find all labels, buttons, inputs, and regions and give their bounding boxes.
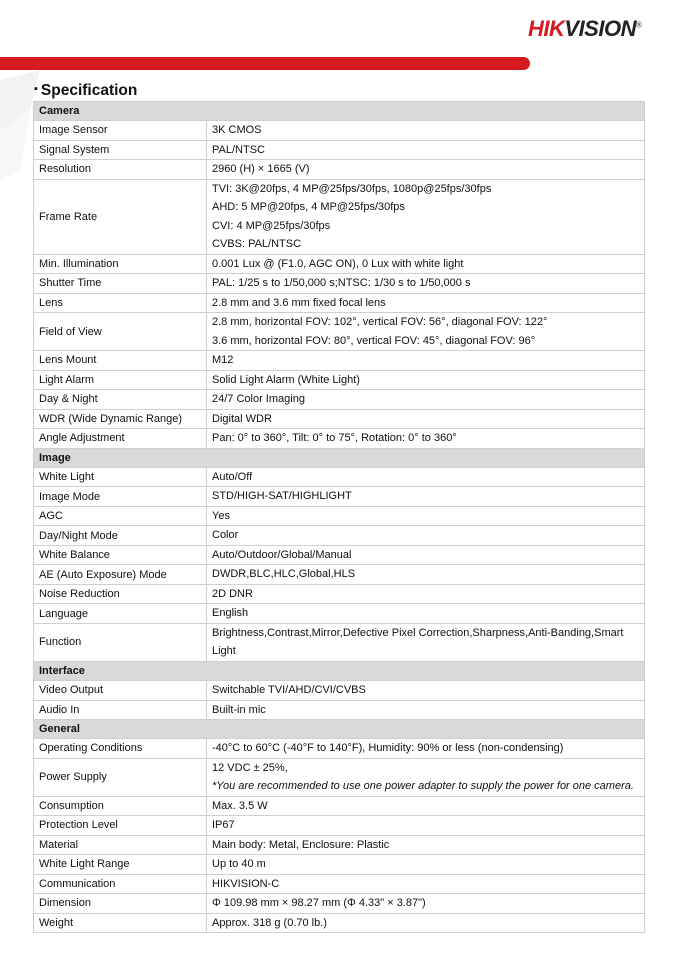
spec-row <box>34 894 645 914</box>
spec-value-line: 12 VDC ± 25%, <box>212 761 288 774</box>
section-title: Camera <box>34 102 645 121</box>
spec-value-line: 24/7 Color Imaging <box>212 393 305 406</box>
spec-label: White Light Range <box>34 855 207 875</box>
spec-label: Min. Illumination <box>34 254 207 274</box>
spec-label: Resolution <box>34 160 207 180</box>
spec-value <box>207 179 645 254</box>
spec-label: AGC <box>34 506 207 526</box>
spec-label: Frame Rate <box>34 179 207 254</box>
spec-row <box>34 274 645 294</box>
spec-label: White Light <box>34 467 207 487</box>
spec-value-line: Auto/Outdoor/Global/Manual <box>212 548 352 561</box>
spec-label: Function <box>34 623 207 661</box>
spec-value-line: CVBS: PAL/NTSC <box>212 238 302 251</box>
spec-value-line: 2.8 mm, horizontal FOV: 102°, vertical FOV: 56°, diagonal FOV: 122° <box>212 316 548 329</box>
spec-value-line: Auto/Off <box>212 470 253 483</box>
spec-value <box>207 835 645 855</box>
spec-value <box>207 816 645 836</box>
spec-label: Dimension <box>34 894 207 914</box>
spec-row <box>34 816 645 836</box>
spec-row <box>34 409 645 429</box>
spec-row <box>34 390 645 410</box>
spec-label: Field of View <box>34 313 207 351</box>
spec-label: Audio In <box>34 700 207 720</box>
spec-value-line: 0.001 Lux @ (F1.0, AGC ON), 0 Lux with white light <box>212 257 464 270</box>
spec-row <box>34 604 645 624</box>
spec-value-line: Switchable TVI/AHD/CVI/CVBS <box>212 684 366 697</box>
spec-value-line: HIKVISION-C <box>212 877 280 890</box>
section-header <box>34 448 645 467</box>
spec-value <box>207 739 645 759</box>
spec-value <box>207 604 645 624</box>
spec-label: Operating Conditions <box>34 739 207 759</box>
spec-value <box>207 700 645 720</box>
spec-value-line: M12 <box>212 354 234 367</box>
spec-value <box>207 274 645 294</box>
spec-value-line: IP67 <box>212 819 235 832</box>
spec-value-line: Up to 40 m <box>212 858 266 871</box>
spec-value-line: Built-in mic <box>212 703 266 716</box>
spec-row <box>34 545 645 565</box>
spec-value-line: 2960 (H) × 1665 (V) <box>212 163 310 176</box>
section-title: Image <box>34 448 645 467</box>
spec-label: Video Output <box>34 681 207 701</box>
spec-row <box>34 487 645 507</box>
section-title: Interface <box>34 661 645 680</box>
spec-row <box>34 565 645 585</box>
spec-row <box>34 681 645 701</box>
spec-value-line: PAL: 1/25 s to 1/50,000 s;NTSC: 1/30 s to 1/50,000 s <box>212 277 471 290</box>
spec-label: Signal System <box>34 140 207 160</box>
spec-value-line: Approx. 318 g (0.70 lb.) <box>212 916 327 929</box>
spec-value-line: 3K CMOS <box>212 124 262 137</box>
spec-row <box>34 370 645 390</box>
spec-value <box>207 874 645 894</box>
spec-value <box>207 758 645 796</box>
spec-row <box>34 313 645 351</box>
spec-row <box>34 835 645 855</box>
spec-value-line: STD/HIGH-SAT/HIGHLIGHT <box>212 490 352 503</box>
spec-row <box>34 855 645 875</box>
spec-row <box>34 121 645 141</box>
header-red-bar <box>0 57 530 70</box>
spec-label: Material <box>34 835 207 855</box>
spec-value <box>207 467 645 487</box>
spec-row <box>34 179 645 254</box>
spec-value-line: Yes <box>212 509 230 522</box>
spec-label: Image Mode <box>34 487 207 507</box>
spec-value-line: 3.6 mm, horizontal FOV: 80°, vertical FOV: 45°, diagonal FOV: 96° <box>212 334 536 347</box>
page-title: ▪ Specification <box>34 82 138 99</box>
spec-row <box>34 254 645 274</box>
spec-value-line: *You are recommended to use one power adapter to supply the power for one camera. <box>212 780 634 793</box>
spec-value <box>207 121 645 141</box>
spec-label: Lens <box>34 293 207 313</box>
spec-value <box>207 140 645 160</box>
spec-label: Light Alarm <box>34 370 207 390</box>
spec-value <box>207 293 645 313</box>
spec-row <box>34 140 645 160</box>
spec-value <box>207 351 645 371</box>
spec-value <box>207 526 645 546</box>
spec-value-line: -40°C to 60°C (-40°F to 140°F), Humidity: 90% or less (non-condensing) <box>212 742 564 755</box>
spec-value <box>207 855 645 875</box>
spec-row <box>34 913 645 933</box>
spec-value <box>207 796 645 816</box>
spec-label: Angle Adjustment <box>34 429 207 449</box>
section-header <box>34 102 645 121</box>
spec-label: Language <box>34 604 207 624</box>
spec-label: Shutter Time <box>34 274 207 294</box>
spec-row <box>34 796 645 816</box>
spec-value-line: Solid Light Alarm (White Light) <box>212 373 360 386</box>
spec-row <box>34 293 645 313</box>
spec-value-line: Color <box>212 529 239 542</box>
spec-value-line: 2D DNR <box>212 587 253 600</box>
spec-value <box>207 623 645 661</box>
spec-value <box>207 681 645 701</box>
spec-row <box>34 700 645 720</box>
spec-value-line: Pan: 0° to 360°, Tilt: 0° to 75°, Rotation: 0° to 360° <box>212 432 457 445</box>
spec-row <box>34 874 645 894</box>
spec-value <box>207 254 645 274</box>
spec-value-line: Digital WDR <box>212 412 272 425</box>
spec-value <box>207 370 645 390</box>
spec-label: Power Supply <box>34 758 207 796</box>
spec-label: Day & Night <box>34 390 207 410</box>
spec-value <box>207 390 645 410</box>
spec-label: Protection Level <box>34 816 207 836</box>
spec-row <box>34 506 645 526</box>
spec-label: Lens Mount <box>34 351 207 371</box>
spec-row <box>34 758 645 796</box>
spec-value-line: English <box>212 607 249 620</box>
spec-value <box>207 313 645 351</box>
spec-value <box>207 913 645 933</box>
spec-row <box>34 739 645 759</box>
section-header <box>34 720 645 739</box>
spec-value <box>207 894 645 914</box>
spec-row <box>34 429 645 449</box>
section-title: General <box>34 720 645 739</box>
spec-row <box>34 467 645 487</box>
spec-value <box>207 160 645 180</box>
spec-row <box>34 160 645 180</box>
spec-value-line: PAL/NTSC <box>212 143 265 156</box>
spec-label: Image Sensor <box>34 121 207 141</box>
spec-label: WDR (Wide Dynamic Range) <box>34 409 207 429</box>
spec-row <box>34 351 645 371</box>
spec-label: Consumption <box>34 796 207 816</box>
spec-value <box>207 584 645 604</box>
spec-value-line: Brightness,Contrast,Mirror,Defective Pixel Correction,Sharpness,Anti-Banding,Smart <box>212 626 624 639</box>
spec-label: AE (Auto Exposure) Mode <box>34 565 207 585</box>
spec-value-line: Max. 3.5 W <box>212 799 268 812</box>
spec-row <box>34 526 645 546</box>
spec-row <box>34 623 645 661</box>
section-header <box>34 661 645 680</box>
spec-row <box>34 584 645 604</box>
spec-value-line: 2.8 mm and 3.6 mm fixed focal lens <box>212 296 386 309</box>
spec-label: White Balance <box>34 545 207 565</box>
spec-value <box>207 487 645 507</box>
hikvision-logo: HIKVISION® <box>528 16 642 41</box>
spec-label: Weight <box>34 913 207 933</box>
spec-value <box>207 506 645 526</box>
spec-value-line: CVI: 4 MP@25fps/30fps <box>212 219 331 232</box>
spec-value-line: DWDR,BLC,HLC,Global,HLS <box>212 568 356 581</box>
spec-value-line: Light <box>212 645 236 658</box>
spec-label: Communication <box>34 874 207 894</box>
spec-value-line: TVI: 3K@20fps, 4 MP@25fps/30fps, 1080p@25fps/30fps <box>212 182 492 195</box>
spec-value-line: Main body: Metal, Enclosure: Plastic <box>212 838 390 851</box>
spec-label: Day/Night Mode <box>34 526 207 546</box>
spec-table <box>33 101 645 933</box>
spec-value <box>207 545 645 565</box>
spec-value <box>207 429 645 449</box>
spec-label: Noise Reduction <box>34 584 207 604</box>
spec-value-line: AHD: 5 MP@20fps, 4 MP@25fps/30fps <box>212 201 405 214</box>
spec-value <box>207 565 645 585</box>
spec-value-line: Φ 109.98 mm × 98.27 mm (Φ 4.33" × 3.87") <box>212 897 426 910</box>
spec-value <box>207 409 645 429</box>
